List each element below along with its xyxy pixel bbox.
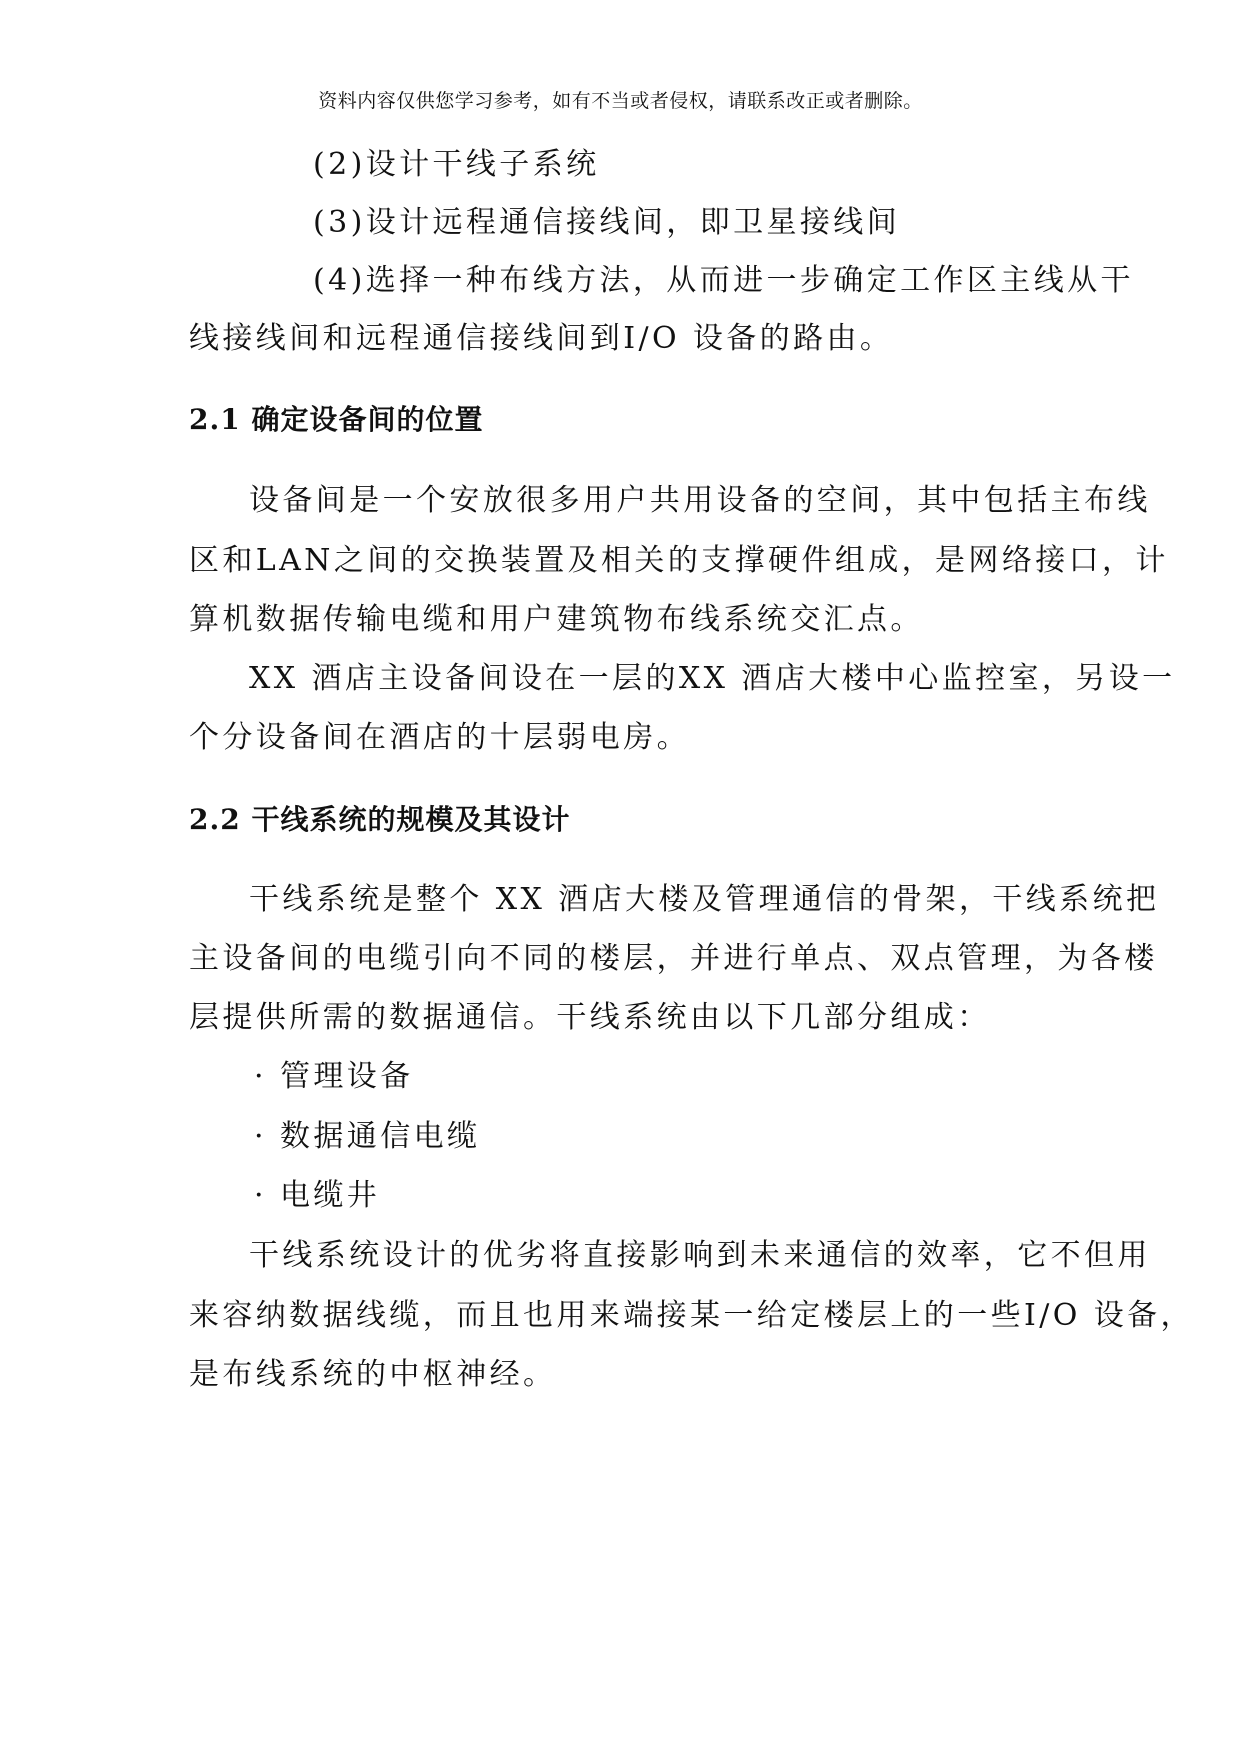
bullet-icon: ·	[254, 1119, 267, 1154]
paragraph-line: 线接线间和远程通信接线间到I/O 设备的路由。	[189, 321, 894, 356]
paragraph-line: 来容纳数据线缆，而且也用来端接某一给定楼层上的一些I/O 设备，	[189, 1298, 1194, 1333]
paragraph-line: 主设备间的电缆引向不同的楼层，并进行单点、双点管理，为各楼	[189, 941, 1158, 976]
section-heading: 2.1 确定设备间的位置	[189, 403, 484, 436]
paragraph-line: 个分设备间在酒店的十层弱电房。	[189, 720, 690, 755]
list-item	[254, 1117, 1154, 1157]
bullet-text: 电缆井	[280, 1178, 381, 1213]
paragraph-line: 干线系统是整个 XX 酒店大楼及管理通信的骨架，干线系统把	[249, 882, 1160, 917]
paragraph-line: 层提供所需的数据通信。干线系统由以下几部分组成：	[189, 1000, 991, 1035]
list-item: (2)设计干线子系统	[313, 147, 600, 182]
paragraph-line: 是布线系统的中枢神经。	[189, 1357, 557, 1392]
list-item: (3)设计远程通信接线间，即卫星接线间	[313, 205, 901, 240]
bullet-icon: ·	[254, 1059, 267, 1094]
list-item	[254, 1176, 1154, 1216]
header-notice: 资料内容仅供您学习参考，如有不当或者侵权，请联系改正或者删除。	[318, 90, 923, 112]
list-item	[254, 1057, 1154, 1097]
paragraph-line: XX 酒店主设备间设在一层的XX 酒店大楼中心监控室，另设一	[249, 661, 1176, 696]
section-heading: 2.2 干线系统的规模及其设计	[189, 803, 571, 836]
bullet-text: 管理设备	[280, 1059, 414, 1094]
paragraph-line: 区和LAN之间的交换装置及相关的支撑硬件组成，是网络接口，计	[189, 543, 1169, 578]
bullet-text: 数据通信电缆	[280, 1119, 481, 1154]
paragraph-line: 干线系统设计的优劣将直接影响到未来通信的效率，它不但用	[249, 1238, 1151, 1273]
paragraph-line: 算机数据传输电缆和用户建筑物布线系统交汇点。	[189, 602, 924, 637]
list-item: (4)选择一种布线方法，从而进一步确定工作区主线从干	[313, 263, 1134, 298]
bullet-icon: ·	[254, 1178, 267, 1213]
paragraph-line: 设备间是一个安放很多用户共用设备的空间，其中包括主布线	[249, 483, 1151, 518]
